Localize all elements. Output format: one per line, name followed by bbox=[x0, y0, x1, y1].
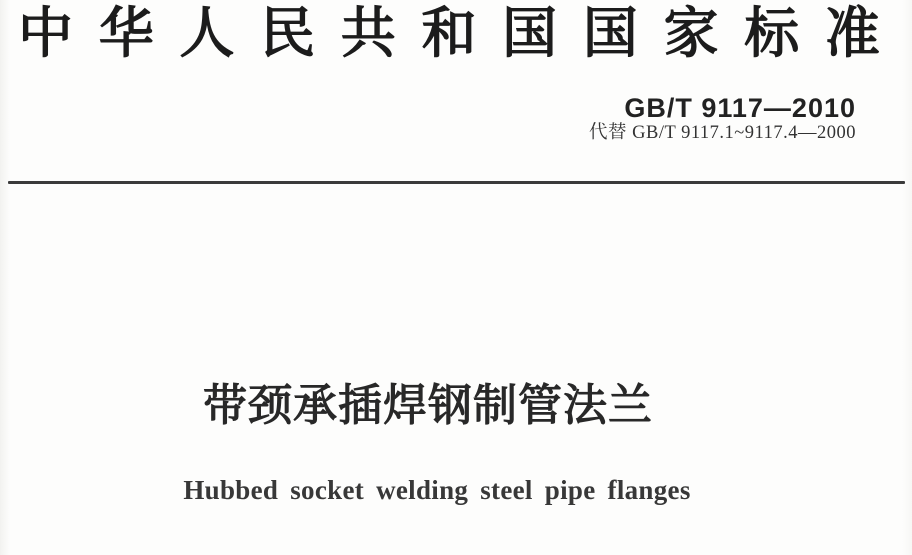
superseded-standards-note: 代替 GB/T 9117.1~9117.4—2000 bbox=[589, 123, 856, 143]
heading-char: 民 bbox=[260, 3, 316, 64]
heading-char: 家 bbox=[663, 3, 719, 64]
document-title-english: Hubbed socket welding steel pipe flanges bbox=[183, 475, 691, 505]
heading-char: 和 bbox=[421, 3, 477, 64]
heading-char: 共 bbox=[340, 3, 396, 64]
heading-char: 人 bbox=[179, 3, 235, 64]
heading-char: 国 bbox=[582, 3, 638, 64]
standard-code-block bbox=[589, 94, 856, 143]
document-title-chinese: 带颈承插焊钢制管法兰 bbox=[203, 381, 653, 430]
heading-char: 中 bbox=[18, 3, 74, 64]
header-divider-rule bbox=[8, 181, 905, 184]
heading-char: 国 bbox=[502, 3, 558, 64]
heading-char: 准 bbox=[824, 3, 880, 64]
heading-char: 标 bbox=[744, 3, 800, 64]
heading-char: 华 bbox=[98, 3, 154, 64]
standard-code: GB/T 9117—2010 bbox=[624, 93, 856, 123]
national-standard-heading bbox=[18, 4, 880, 66]
